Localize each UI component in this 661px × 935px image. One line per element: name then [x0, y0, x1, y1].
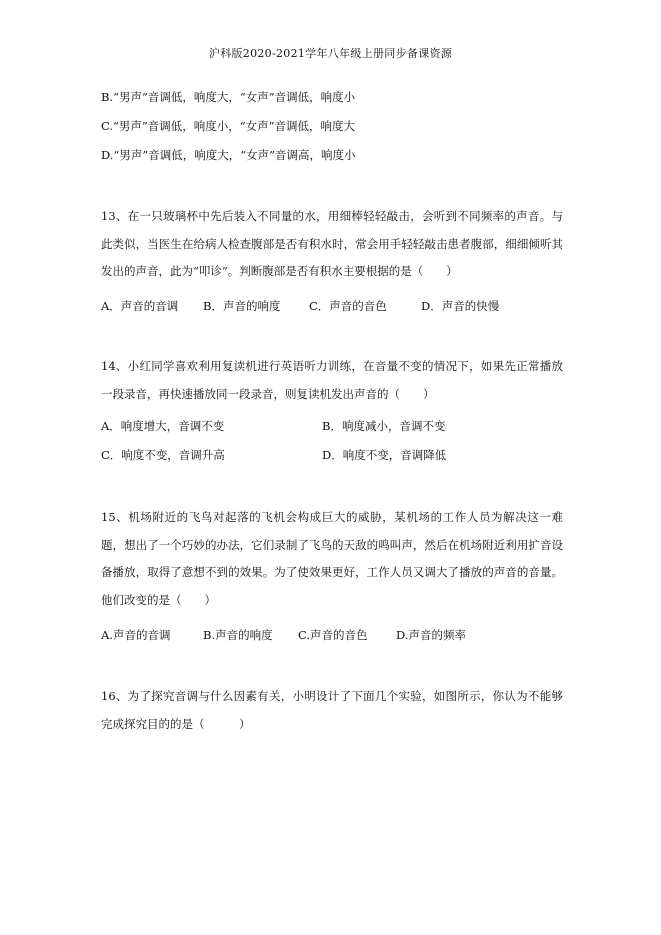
q15-option-a: A.声音的音调 — [101, 628, 171, 642]
q14-stem: 14、小红同学喜欢利用复读机进行英语听力训练，在音量不变的情况下，如果先正常播放一段录音，再快速播放同一段录音，则复读机发出声音的（ ） — [101, 359, 563, 401]
q15-stem: 15、机场附近的飞鸟对起落的飞机会构成巨大的威胁，某机场的工作人员为解决这一难题，想出了一个巧妙的办法，它们录制了飞鸟的天敌的鸣叫声，然后在机场附近利用扩音设备播放，取得了意想不到的效果。为了使效果更好，工作人员又调大了播放的声音的音量。他们改变的是（ ） — [101, 510, 563, 607]
q15-option-d: D.声音的频率 — [396, 628, 466, 642]
q12-option-b: B.“男声”音调低，响度大，“女声”音调低，响度小 — [101, 90, 356, 104]
page-header: 沪科版2020-2021学年八年级上册同步备课资源 — [208, 47, 453, 60]
q15-option-c: C.声音的音色 — [298, 628, 368, 642]
q14-option-b: B．响度减小，音调不变 — [322, 419, 446, 433]
q13-option-b: B．声音的响度 — [203, 299, 281, 313]
q12-option-d: D.“男声”音调低，响度大，“女声”音调高，响度小 — [101, 148, 356, 162]
q12-option-c: C.“男声”音调低，响度小，“女声”音调低，响度大 — [101, 119, 356, 133]
q16-stem: 16、为了探究音调与什么因素有关，小明设计了下面几个实验，如图所示，你认为不能够完成探究目的的是（ ） — [101, 689, 563, 731]
q13-option-c: C．声音的音色 — [309, 299, 387, 313]
q13-option-d: D．声音的快慢 — [421, 299, 500, 313]
q14-option-c: C．响度不变，音调升高 — [101, 448, 225, 462]
q15-option-b: B.声音的响度 — [203, 628, 273, 642]
q13-stem: 13、在一只玻璃杯中先后装入不同量的水，用细棒轻轻敲击，会听到不同频率的声音。与此类似，当医生在给病人检查腹部是否有积水时，常会用手轻轻敲击患者腹部，细细倾听其发出的声音，此为“叩诊”。判断腹部是否有积水主要根据的是（ ） — [101, 209, 563, 278]
q13-option-a: A．声音的音调 — [101, 299, 179, 313]
q14-option-a: A．响度增大，音调不变 — [101, 419, 225, 433]
q14-option-d: D．响度不变，音调降低 — [322, 448, 447, 462]
